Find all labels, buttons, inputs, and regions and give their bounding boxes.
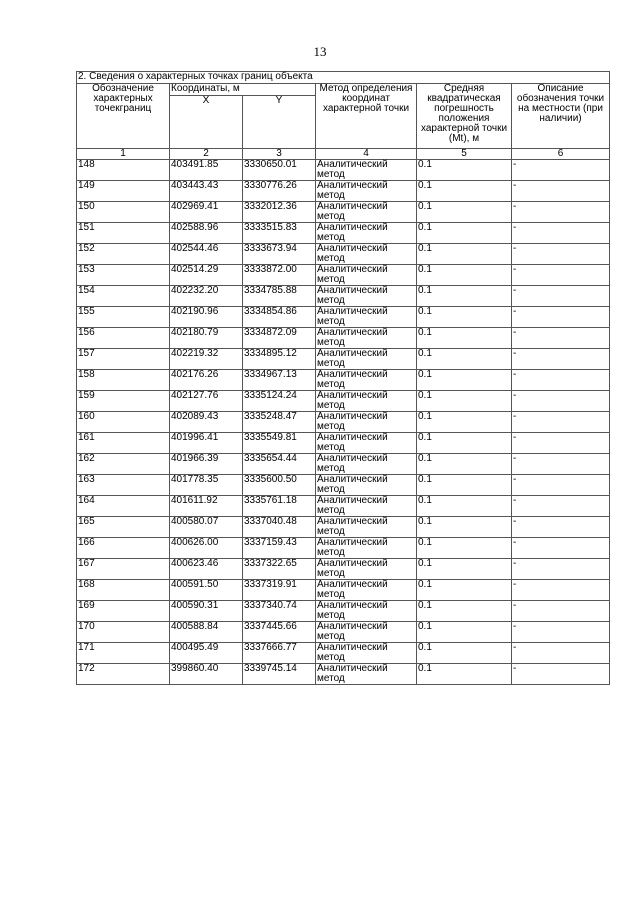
description-cell: - [512,181,610,202]
error-cell: 0.1 [417,580,512,601]
table-row [77,664,610,685]
table-row [77,349,610,370]
method-cell: Аналитический метод [316,307,417,328]
table-row [77,538,610,559]
method-cell: Аналитический метод [316,181,417,202]
error-cell: 0.1 [417,475,512,496]
description-cell: - [512,202,610,223]
column-number: 6 [512,149,610,160]
x-coordinate-cell: 401996.41 [170,433,243,454]
header-designation: Обозначение характерных точекграниц [77,84,170,149]
y-coordinate-cell: 3334854.86 [243,307,316,328]
method-cell: Аналитический метод [316,412,417,433]
description-cell: - [512,496,610,517]
x-coordinate-cell: 400623.46 [170,559,243,580]
description-cell: - [512,475,610,496]
column-number: 5 [417,149,512,160]
column-number: 3 [243,149,316,160]
y-coordinate-cell: 3337159.43 [243,538,316,559]
x-coordinate-cell: 399860.40 [170,664,243,685]
table-row [77,454,610,475]
y-coordinate-cell: 3337666.77 [243,643,316,664]
method-cell: Аналитический метод [316,433,417,454]
header-coordinates: Координаты, м [170,84,316,96]
description-cell: - [512,370,610,391]
description-cell: - [512,643,610,664]
y-coordinate-cell: 3335248.47 [243,412,316,433]
point-id-cell: 164 [77,496,170,517]
error-cell: 0.1 [417,286,512,307]
description-cell: - [512,601,610,622]
x-coordinate-cell: 402514.29 [170,265,243,286]
error-cell: 0.1 [417,454,512,475]
description-cell: - [512,349,610,370]
x-coordinate-cell: 402969.41 [170,202,243,223]
point-id-cell: 159 [77,391,170,412]
x-coordinate-cell: 400588.84 [170,622,243,643]
x-coordinate-cell: 402232.20 [170,286,243,307]
y-coordinate-cell: 3335600.50 [243,475,316,496]
method-cell: Аналитический метод [316,391,417,412]
point-id-cell: 168 [77,580,170,601]
y-coordinate-cell: 3337445.66 [243,622,316,643]
y-coordinate-cell: 3335761.18 [243,496,316,517]
header-error: Средняя квадратическая погрешность положения характерной точки (Mt), м [417,84,512,149]
method-cell: Аналитический метод [316,286,417,307]
method-cell: Аналитический метод [316,265,417,286]
y-coordinate-cell: 3330650.01 [243,160,316,181]
x-coordinate-cell: 403491.85 [170,160,243,181]
table-row [77,223,610,244]
point-id-cell: 153 [77,265,170,286]
method-cell: Аналитический метод [316,349,417,370]
error-cell: 0.1 [417,265,512,286]
header-y: Y [243,96,316,149]
error-cell: 0.1 [417,643,512,664]
method-cell: Аналитический метод [316,475,417,496]
point-id-cell: 158 [77,370,170,391]
table-caption: 2. Сведения о характерных точках границ объекта [77,72,610,84]
y-coordinate-cell: 3334785.88 [243,286,316,307]
method-cell: Аналитический метод [316,496,417,517]
x-coordinate-cell: 400495.49 [170,643,243,664]
error-cell: 0.1 [417,433,512,454]
y-coordinate-cell: 3333515.83 [243,223,316,244]
boundary-points-table [76,71,610,685]
y-coordinate-cell: 3333872.00 [243,265,316,286]
error-cell: 0.1 [417,622,512,643]
method-cell: Аналитический метод [316,643,417,664]
table-row [77,181,610,202]
table-row [77,328,610,349]
page-number: 13 [313,44,327,59]
method-cell: Аналитический метод [316,664,417,685]
header-description: Описание обозначения точки на местности (при наличии) [512,84,610,149]
error-cell: 0.1 [417,664,512,685]
table-row [77,265,610,286]
point-id-cell: 155 [77,307,170,328]
description-cell: - [512,307,610,328]
error-cell: 0.1 [417,370,512,391]
point-id-cell: 161 [77,433,170,454]
error-cell: 0.1 [417,328,512,349]
y-coordinate-cell: 3337319.91 [243,580,316,601]
table-row [77,475,610,496]
table-row [77,601,610,622]
error-cell: 0.1 [417,160,512,181]
x-coordinate-cell: 402544.46 [170,244,243,265]
description-cell: - [512,538,610,559]
error-cell: 0.1 [417,307,512,328]
header-x: X [170,96,243,149]
x-coordinate-cell: 401966.39 [170,454,243,475]
point-id-cell: 150 [77,202,170,223]
header-method: Метод определения координат характерной точки [316,84,417,149]
x-coordinate-cell: 402190.96 [170,307,243,328]
point-id-cell: 149 [77,181,170,202]
error-cell: 0.1 [417,496,512,517]
error-cell: 0.1 [417,244,512,265]
x-coordinate-cell: 402219.32 [170,349,243,370]
x-coordinate-cell: 400626.00 [170,538,243,559]
point-id-cell: 163 [77,475,170,496]
y-coordinate-cell: 3332012.36 [243,202,316,223]
description-cell: - [512,244,610,265]
x-coordinate-cell: 401778.35 [170,475,243,496]
description-cell: - [512,160,610,181]
point-id-cell: 170 [77,622,170,643]
error-cell: 0.1 [417,391,512,412]
point-id-cell: 162 [77,454,170,475]
description-cell: - [512,265,610,286]
table-body [77,160,610,685]
y-coordinate-cell: 3334967.13 [243,370,316,391]
method-cell: Аналитический метод [316,580,417,601]
error-cell: 0.1 [417,349,512,370]
description-cell: - [512,391,610,412]
description-cell: - [512,580,610,601]
column-number: 4 [316,149,417,160]
table-row [77,412,610,433]
column-number: 1 [77,149,170,160]
method-cell: Аналитический метод [316,160,417,181]
x-coordinate-cell: 400590.31 [170,601,243,622]
description-cell: - [512,223,610,244]
description-cell: - [512,622,610,643]
error-cell: 0.1 [417,223,512,244]
y-coordinate-cell: 3335124.24 [243,391,316,412]
error-cell: 0.1 [417,412,512,433]
error-cell: 0.1 [417,202,512,223]
table-row [77,643,610,664]
y-coordinate-cell: 3337040.48 [243,517,316,538]
point-id-cell: 165 [77,517,170,538]
point-id-cell: 151 [77,223,170,244]
method-cell: Аналитический метод [316,559,417,580]
column-numbers-row [77,149,610,160]
method-cell: Аналитический метод [316,601,417,622]
point-id-cell: 167 [77,559,170,580]
x-coordinate-cell: 402588.96 [170,223,243,244]
x-coordinate-cell: 402089.43 [170,412,243,433]
y-coordinate-cell: 3334895.12 [243,349,316,370]
method-cell: Аналитический метод [316,454,417,475]
point-id-cell: 157 [77,349,170,370]
y-coordinate-cell: 3335549.81 [243,433,316,454]
method-cell: Аналитический метод [316,223,417,244]
y-coordinate-cell: 3337340.74 [243,601,316,622]
error-cell: 0.1 [417,559,512,580]
point-id-cell: 152 [77,244,170,265]
x-coordinate-cell: 402180.79 [170,328,243,349]
x-coordinate-cell: 400580.07 [170,517,243,538]
description-cell: - [512,328,610,349]
y-coordinate-cell: 3335654.44 [243,454,316,475]
description-cell: - [512,664,610,685]
table-row [77,370,610,391]
point-id-cell: 154 [77,286,170,307]
method-cell: Аналитический метод [316,244,417,265]
error-cell: 0.1 [417,601,512,622]
x-coordinate-cell: 401611.92 [170,496,243,517]
table-row [77,202,610,223]
y-coordinate-cell: 3339745.14 [243,664,316,685]
table-row [77,307,610,328]
table-row [77,391,610,412]
point-id-cell: 166 [77,538,170,559]
table-row [77,517,610,538]
point-id-cell: 156 [77,328,170,349]
point-id-cell: 171 [77,643,170,664]
table-row [77,622,610,643]
method-cell: Аналитический метод [316,517,417,538]
x-coordinate-cell: 403443.43 [170,181,243,202]
description-cell: - [512,412,610,433]
table-row [77,286,610,307]
y-coordinate-cell: 3334872.09 [243,328,316,349]
y-coordinate-cell: 3330776.26 [243,181,316,202]
table-row [77,559,610,580]
error-cell: 0.1 [417,517,512,538]
method-cell: Аналитический метод [316,370,417,391]
y-coordinate-cell: 3333673.94 [243,244,316,265]
method-cell: Аналитический метод [316,538,417,559]
x-coordinate-cell: 400591.50 [170,580,243,601]
table-row [77,160,610,181]
point-id-cell: 169 [77,601,170,622]
description-cell: - [512,517,610,538]
point-id-cell: 148 [77,160,170,181]
table-row [77,580,610,601]
description-cell: - [512,433,610,454]
column-number: 2 [170,149,243,160]
description-cell: - [512,286,610,307]
table-row [77,496,610,517]
x-coordinate-cell: 402176.26 [170,370,243,391]
method-cell: Аналитический метод [316,202,417,223]
method-cell: Аналитический метод [316,328,417,349]
table-row [77,244,610,265]
error-cell: 0.1 [417,181,512,202]
table-row [77,433,610,454]
point-id-cell: 172 [77,664,170,685]
method-cell: Аналитический метод [316,622,417,643]
point-id-cell: 160 [77,412,170,433]
x-coordinate-cell: 402127.76 [170,391,243,412]
description-cell: - [512,559,610,580]
y-coordinate-cell: 3337322.65 [243,559,316,580]
error-cell: 0.1 [417,538,512,559]
description-cell: - [512,454,610,475]
